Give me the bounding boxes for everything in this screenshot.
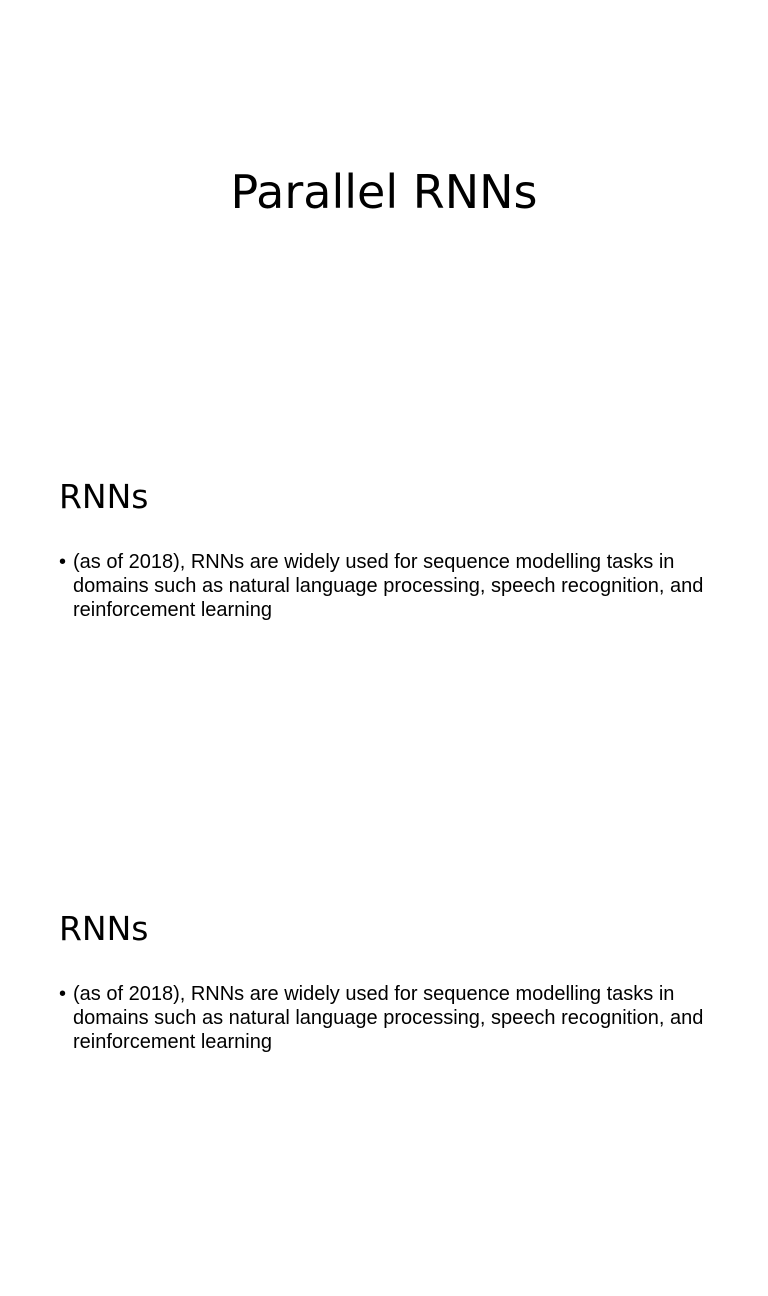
bullet-item bbox=[59, 982, 719, 1054]
slide-heading: RNNs bbox=[59, 909, 149, 948]
bullet-list bbox=[59, 550, 719, 622]
slide-heading: RNNs bbox=[59, 477, 149, 516]
bullet-text: (as of 2018), RNNs are widely used for sequence modelling tasks in domains such as natural language processing, speech recognition, and reinforcement learning bbox=[73, 551, 704, 621]
bullet-list bbox=[59, 982, 719, 1054]
content-slide bbox=[0, 864, 768, 1296]
slide-title: Parallel RNNs bbox=[230, 165, 538, 219]
bullet-text: (as of 2018), RNNs are widely used for sequence modelling tasks in domains such as natural language processing, speech recognition, and reinforcement learning bbox=[73, 983, 704, 1053]
bullet-item bbox=[59, 550, 719, 622]
bullet-icon: • bbox=[59, 983, 67, 1005]
title-slide bbox=[0, 0, 768, 432]
content-slide bbox=[0, 432, 768, 864]
bullet-icon: • bbox=[59, 551, 67, 573]
